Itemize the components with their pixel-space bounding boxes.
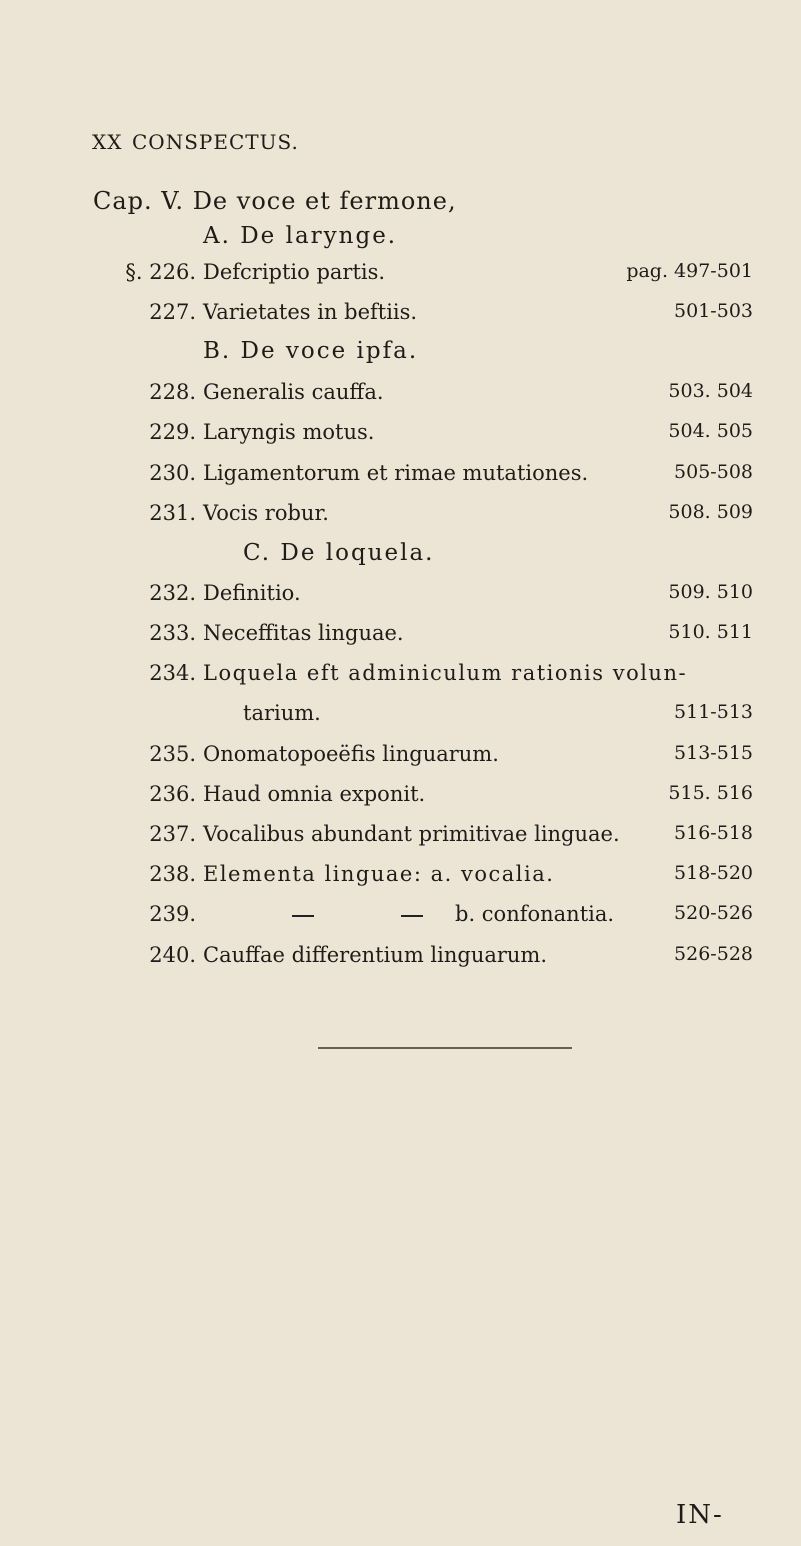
entry-number: 232. xyxy=(149,581,196,605)
entry-234-continued xyxy=(0,701,801,741)
entry-236 xyxy=(0,782,801,822)
entry-number: 237. xyxy=(149,822,196,846)
entry-pages: 501-503 xyxy=(674,300,753,322)
entry-number: §. 226. xyxy=(125,260,196,284)
entry-pages: 516-518 xyxy=(674,822,753,844)
entry-227 xyxy=(0,300,801,340)
entry-number: 233. xyxy=(149,621,196,645)
chapter-heading: Cap. V. De voce et fermone, xyxy=(93,187,457,215)
entry-number: 231. xyxy=(149,501,196,525)
entry-number: 236. xyxy=(149,782,196,806)
entry-title: Definitio. xyxy=(203,581,301,605)
subsection-a-heading: A. De larynge. xyxy=(203,223,398,249)
entry-title: tarium. xyxy=(243,701,321,725)
entry-title: Defcriptio partis. xyxy=(203,260,386,284)
entry-pages: 515. 516 xyxy=(668,782,753,804)
entry-pages: 511-513 xyxy=(674,701,753,723)
entry-title: Vocis robur. xyxy=(203,501,329,525)
entry-title: Elementa linguae: a. vocalia. xyxy=(203,862,555,886)
ditto-dash xyxy=(401,915,423,917)
subsection-c-heading: C. De loquela. xyxy=(243,540,435,566)
entry-number: 235. xyxy=(149,742,196,766)
entry-pages: 518-520 xyxy=(674,862,753,884)
entry-235 xyxy=(0,742,801,782)
entry-230 xyxy=(0,461,801,501)
entry-pages: 504. 505 xyxy=(668,420,753,442)
entry-title: Neceffitas linguae. xyxy=(203,621,404,645)
entry-number: 240. xyxy=(149,943,196,967)
end-rule xyxy=(318,1047,572,1049)
running-title: CONSPECTUS. xyxy=(132,130,299,154)
entry-title: Vocalibus abundant primitivae linguae. xyxy=(203,822,620,846)
entry-title: Laryngis motus. xyxy=(203,420,375,444)
entry-title: Onomatopoeëfis linguarum. xyxy=(203,742,499,766)
catchword: IN- xyxy=(676,1500,724,1530)
entry-240 xyxy=(0,943,801,983)
entry-232 xyxy=(0,581,801,621)
entry-231 xyxy=(0,501,801,541)
entry-number: 234. xyxy=(149,661,196,685)
entry-pages: 520-526 xyxy=(674,902,753,924)
entry-number: 230. xyxy=(149,461,196,485)
entry-239 xyxy=(0,902,801,942)
entry-title: Varietates in beftiis. xyxy=(203,300,418,324)
entry-228 xyxy=(0,380,801,420)
entry-pages: 508. 509 xyxy=(668,501,753,523)
entry-title: Ligamentorum et rimae mutationes. xyxy=(203,461,589,485)
entry-number: 229. xyxy=(149,420,196,444)
entry-pages: 513-515 xyxy=(674,742,753,764)
entry-226 xyxy=(0,260,801,300)
entry-pages: 526-528 xyxy=(674,943,753,965)
entry-title: Loquela eft adminiculum rationis volun- xyxy=(203,661,688,685)
entry-number: 228. xyxy=(149,380,196,404)
entry-number: 239. xyxy=(149,902,196,926)
entry-number: 238. xyxy=(149,862,196,886)
entry-title: Haud omnia exponit. xyxy=(203,782,426,806)
entry-pages: pag. 497-501 xyxy=(626,260,753,282)
entry-pages: 505-508 xyxy=(674,461,753,483)
entry-ditto-marks xyxy=(290,902,425,926)
entry-pages: 509. 510 xyxy=(668,581,753,603)
entry-237 xyxy=(0,822,801,862)
entry-pages: 503. 504 xyxy=(668,380,753,402)
entry-229 xyxy=(0,420,801,460)
entry-title: Cauffae differentium linguarum. xyxy=(203,943,548,967)
entry-238 xyxy=(0,862,801,902)
entry-233 xyxy=(0,621,801,661)
entry-title: b. confonantia. xyxy=(455,902,615,926)
entry-234 xyxy=(0,661,801,701)
entry-pages: 510. 511 xyxy=(668,621,753,643)
subsection-b-heading: B. De voce ipfa. xyxy=(203,338,419,364)
entry-title: Generalis cauffa. xyxy=(203,380,384,404)
entry-number: 227. xyxy=(149,300,196,324)
ditto-dash xyxy=(292,915,314,917)
page-number: XX xyxy=(92,130,123,154)
